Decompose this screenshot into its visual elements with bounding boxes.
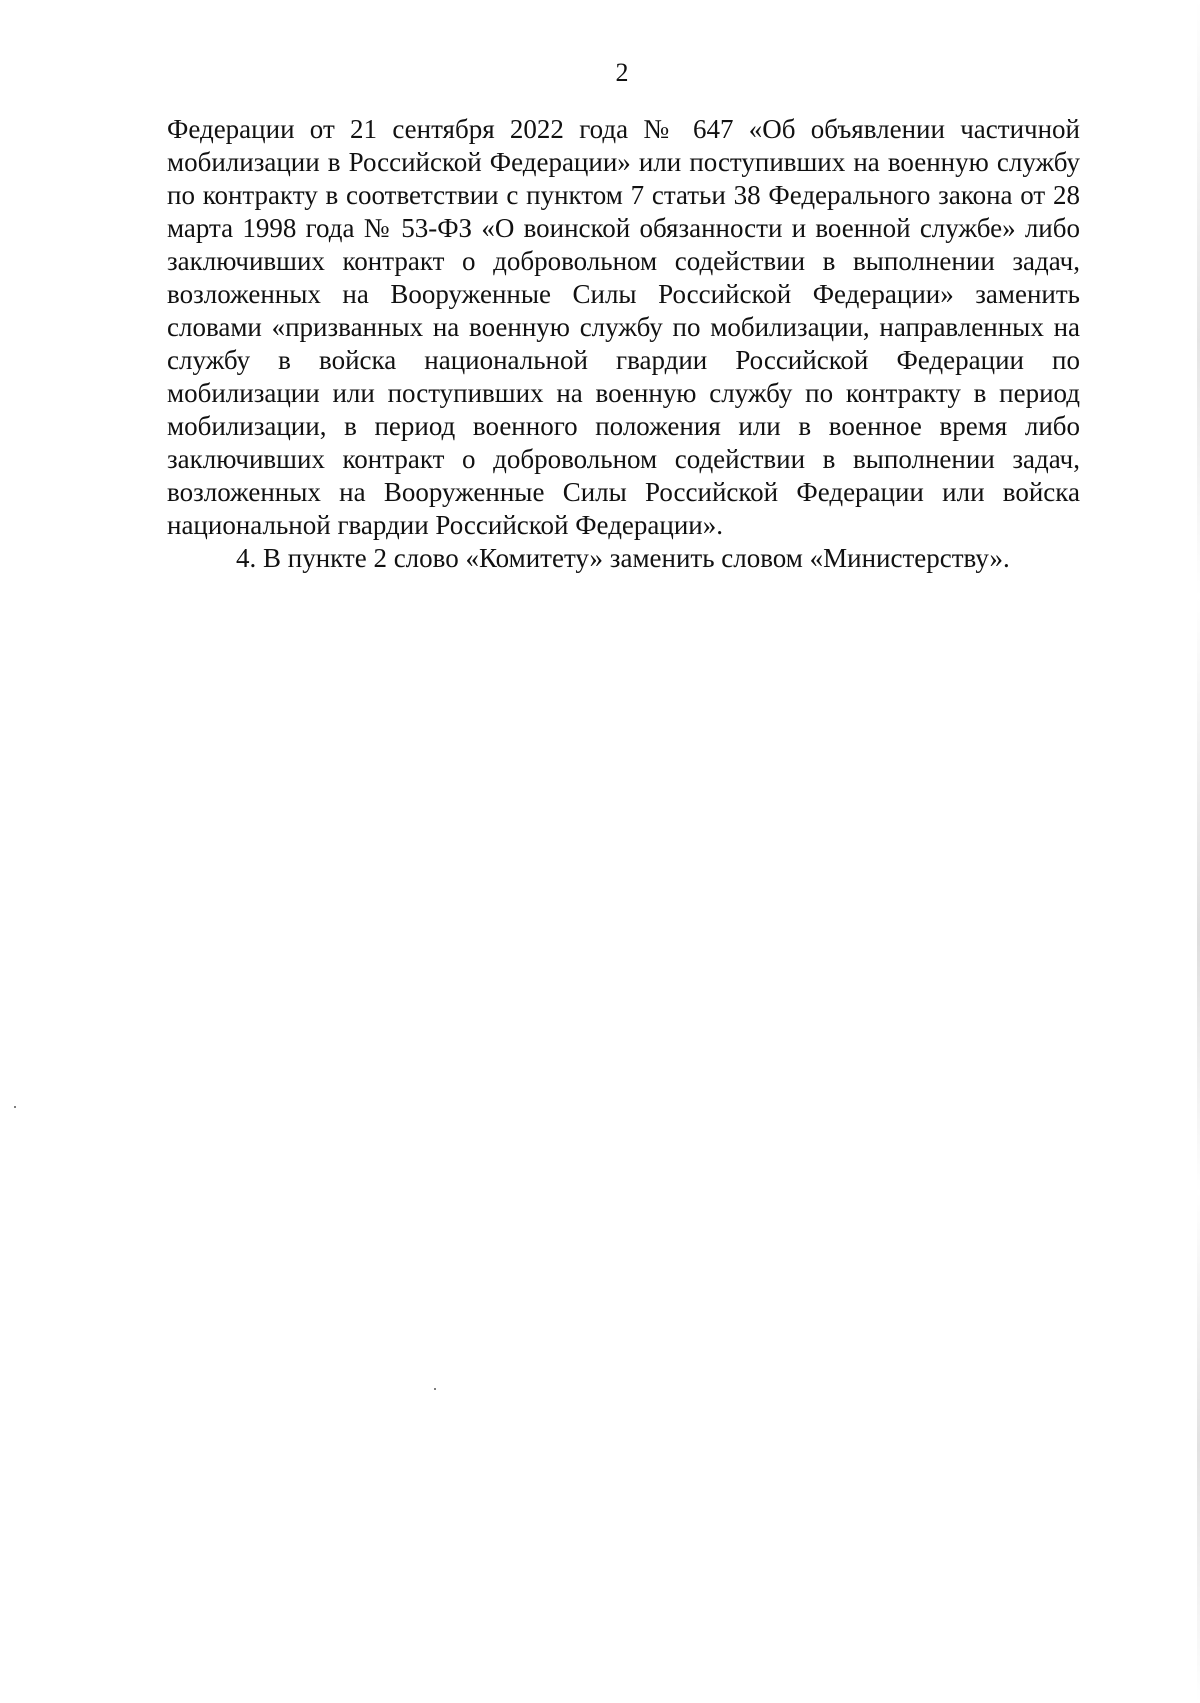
page-number: 2 bbox=[615, 58, 629, 87]
paragraph-item-4: 4. В пункте 2 слово «Комитету» заменить словом «Министерству». bbox=[236, 543, 1010, 573]
paragraph-continuation: Федерации от 21 сентября 2022 года № 647 «Об объявлении частичной мобилизации в Российской Федерации» или поступивших на военную службу по контракту в соответствии с пунктом 7 статьи 38 Федерального закона от 28 марта 1998 года № 53-ФЗ «О воинской обязанности и военной службе» либо заключивших контракт о добровольном содействии в выполнении задач, возложенных на Вооруженные Силы Российской Федерации» заменить словами «призванных на военную службу по мобилизации, направленных на службу в войска национальной гвардии Российской Федерации по мобилизации или поступивших на военную службу по контракту в период мобилизации, в период военного положения или в военное время либо заключивших контракт о добровольном содействии в выполнении задач, возложенных на Вооруженные Силы Российской Федерации или войска национальной гвардии Российской Федерации». bbox=[167, 114, 1080, 540]
scan-speck bbox=[434, 1388, 436, 1390]
document-body bbox=[167, 113, 1080, 575]
scan-speck bbox=[14, 1106, 16, 1108]
